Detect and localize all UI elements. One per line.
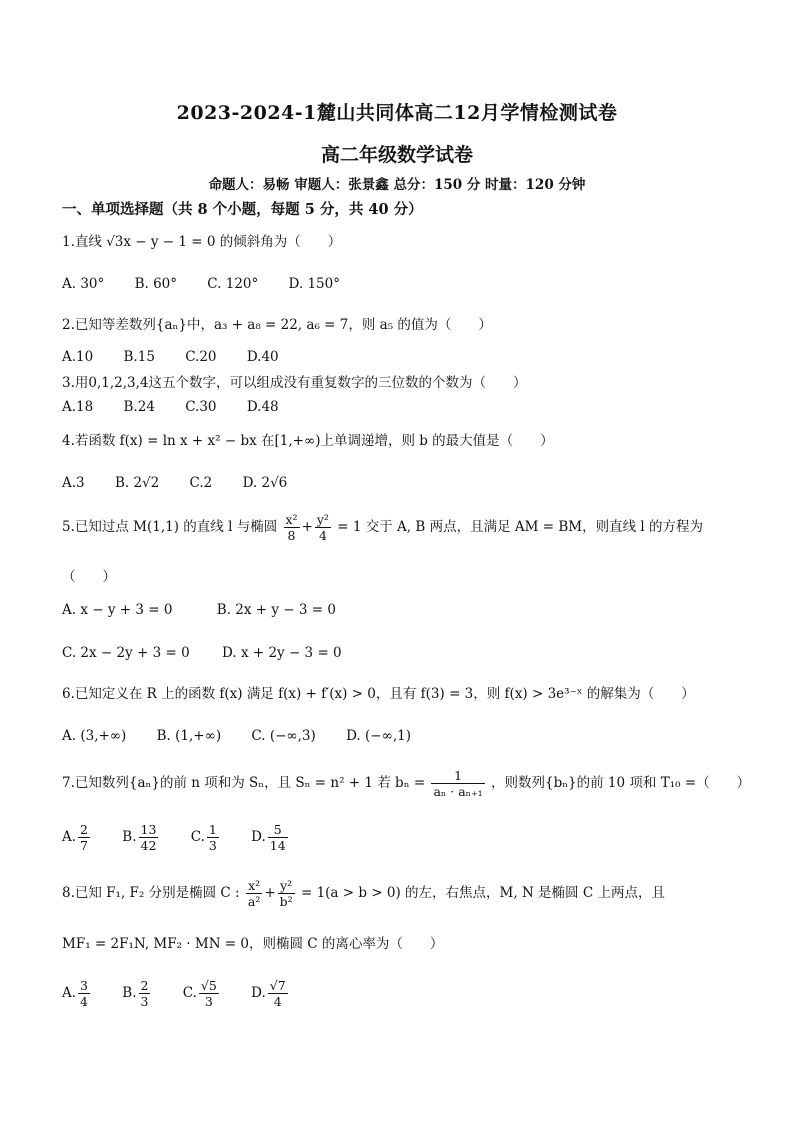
q7-option-a-den: 7 bbox=[80, 838, 88, 853]
q8-option-c-label: C. bbox=[182, 985, 197, 1001]
q8-options bbox=[62, 978, 316, 1009]
q7-option-a-label: A. bbox=[62, 829, 77, 845]
q8-plus: + bbox=[264, 885, 276, 901]
q8-option-c-den: 3 bbox=[204, 994, 213, 1009]
q2-option-c[interactable]: C.20 bbox=[185, 349, 217, 365]
q5-answer-paren: （ ） bbox=[62, 569, 116, 585]
q7-options bbox=[62, 822, 316, 853]
question-7 bbox=[62, 768, 750, 799]
q5-options-row2 bbox=[62, 643, 368, 663]
q8-option-c[interactable] bbox=[183, 978, 221, 1009]
q4-option-d[interactable]: D. 2√6 bbox=[242, 475, 288, 491]
q1-expr: √3x − y − 1 = 0 bbox=[106, 234, 216, 250]
q7-frac-b-den: aₙ · aₙ₊₁ bbox=[433, 784, 483, 799]
q5-frac-x-num: x² bbox=[285, 512, 298, 527]
q1-option-b[interactable]: B. 60° bbox=[134, 276, 177, 292]
q8-option-b-label: B. bbox=[122, 985, 137, 1001]
q8-option-d-frac bbox=[268, 978, 288, 1009]
q5-option-c[interactable]: C. 2x − 2y + 3 = 0 bbox=[62, 645, 190, 661]
q7-option-b-num: 13 bbox=[140, 822, 157, 837]
q8-frac-y bbox=[278, 878, 295, 909]
q7-option-b-label: B. bbox=[122, 829, 137, 845]
q8-line2: MF₁ = 2F₁N, MF₂ · MN = 0，则椭圆 C 的离心率为（ ） bbox=[62, 936, 444, 952]
q7-pre: 7.已知数列{aₙ}的前 n 项和为 Sₙ，且 Sₙ = n² + 1 若 bₙ = bbox=[62, 775, 426, 791]
q4-option-b[interactable]: B. 2√2 bbox=[114, 475, 160, 491]
q7-option-a-num: 2 bbox=[80, 822, 88, 837]
q7-option-c-den: 3 bbox=[208, 838, 217, 853]
section-title: 一、单项选择题（共 8 个小题，每题 5 分，共 40 分） bbox=[62, 201, 423, 218]
q7-option-c-num: 1 bbox=[208, 822, 217, 837]
q8-option-b-num: 2 bbox=[140, 978, 149, 993]
q3-option-c[interactable]: C.30 bbox=[185, 399, 217, 415]
q1-option-c[interactable]: C. 120° bbox=[207, 276, 259, 292]
q8-frac-y-num: y² bbox=[278, 878, 295, 894]
q8-option-a-den: 4 bbox=[80, 994, 88, 1009]
q1-options bbox=[62, 274, 366, 294]
q7-post: ，则数列{bₙ}的前 10 项和 T₁₀ =（ ） bbox=[490, 775, 751, 791]
q8-pre: 8.已知 F₁, F₂ 分别是椭圆 C : bbox=[62, 885, 240, 901]
question-4: 4.若函数 f(x) = ln x + x² − bx 在[1,+∞)上单调递增，则 b 的最大值是（ ） bbox=[62, 433, 554, 449]
q7-option-d-den: 14 bbox=[269, 838, 286, 853]
q8-option-b-den: 3 bbox=[140, 994, 149, 1009]
q7-option-c-frac bbox=[207, 822, 219, 853]
q1-post: 的倾斜角为（ ） bbox=[219, 234, 342, 250]
q8-option-c-frac bbox=[199, 978, 219, 1009]
q5-option-b[interactable]: B. 2x + y − 3 = 0 bbox=[216, 602, 336, 618]
q6-option-d[interactable]: D. (−∞,1) bbox=[346, 728, 411, 744]
question-5 bbox=[62, 512, 703, 543]
q2-option-a[interactable]: A.10 bbox=[62, 349, 94, 365]
q5-frac-y-den: 4 bbox=[318, 528, 327, 543]
q8-option-d-den: 4 bbox=[273, 994, 282, 1009]
q8-option-d-label: D. bbox=[251, 985, 266, 1001]
q8-frac-x-den: a² bbox=[247, 894, 261, 909]
q7-option-d[interactable] bbox=[251, 822, 290, 853]
q8-frac-x-num: x² bbox=[246, 878, 262, 894]
q1-option-a[interactable]: A. 30° bbox=[62, 276, 105, 292]
q7-option-d-num: 5 bbox=[268, 822, 288, 838]
q5-pre: 5.已知过点 M(1,1) 的直线 l 与椭圆 bbox=[62, 519, 278, 535]
q8-option-d[interactable] bbox=[251, 978, 290, 1009]
q7-option-a-frac bbox=[78, 822, 90, 853]
q8-option-a[interactable] bbox=[62, 978, 92, 1009]
q7-option-d-label: D. bbox=[251, 829, 266, 845]
q2-options bbox=[62, 347, 305, 367]
q5-options-row1 bbox=[62, 600, 362, 620]
exam-meta: 命题人：易畅 审题人：张景鑫 总分：150 分 时量：120 分钟 bbox=[208, 177, 586, 193]
q7-option-b-frac bbox=[139, 822, 159, 853]
q7-option-c[interactable] bbox=[191, 822, 221, 853]
q4-option-a[interactable]: A.3 bbox=[62, 475, 85, 491]
q5-post: = 1 交于 A, B 两点，且满足 AM = BM，则直线 l 的方程为 bbox=[337, 519, 703, 535]
q5-option-a[interactable]: A. x − y + 3 = 0 bbox=[62, 602, 173, 618]
question-6: 6.已知定义在 R 上的函数 f(x) 满足 f(x) + f′(x) > 0，且有 f(3) = 3，则 f(x) > 3e³⁻ˣ 的解集为（ ） bbox=[62, 686, 695, 702]
q8-post: = 1(a > b > 0) 的左，右焦点，M, N 是椭圆 C 上两点，且 bbox=[300, 885, 665, 901]
q7-option-b[interactable] bbox=[122, 822, 160, 853]
page-title: 2023-2024-1麓山共同体高二12月学情检测试卷 bbox=[176, 102, 618, 124]
q6-option-b[interactable]: B. (1,+∞) bbox=[156, 728, 222, 744]
question-3: 3.用0,1,2,3,4这五个数字，可以组成没有重复数字的三位数的个数为（ ） bbox=[62, 375, 527, 391]
q5-frac-y bbox=[315, 512, 331, 543]
q3-option-a[interactable]: A.18 bbox=[62, 399, 94, 415]
q3-options bbox=[62, 397, 305, 417]
q2-option-b[interactable]: B.15 bbox=[123, 349, 155, 365]
question-1 bbox=[62, 232, 341, 252]
q5-frac-x-den: 8 bbox=[287, 528, 296, 543]
q8-frac-y-den: b² bbox=[279, 894, 293, 909]
q5-option-d[interactable]: D. x + 2y − 3 = 0 bbox=[222, 645, 342, 661]
q7-option-d-frac bbox=[268, 822, 288, 853]
q8-option-a-frac bbox=[78, 978, 90, 1009]
q7-option-a[interactable] bbox=[62, 822, 92, 853]
q3-option-d[interactable]: D.48 bbox=[246, 399, 279, 415]
q7-frac-b bbox=[431, 768, 484, 799]
q5-frac-x bbox=[284, 512, 300, 543]
q8-option-b[interactable] bbox=[122, 978, 152, 1009]
q7-option-c-label: C. bbox=[190, 829, 205, 845]
q4-options bbox=[62, 473, 313, 493]
q3-option-b[interactable]: B.24 bbox=[123, 399, 155, 415]
q8-frac-x bbox=[246, 878, 262, 909]
q6-options bbox=[62, 726, 437, 746]
q7-option-b-den: 42 bbox=[140, 838, 157, 853]
q1-pre: 1.直线 bbox=[62, 234, 102, 250]
q2-option-d[interactable]: D.40 bbox=[246, 349, 279, 365]
q6-option-a[interactable]: A. (3,+∞) bbox=[62, 728, 127, 744]
q8-option-b-frac bbox=[139, 978, 151, 1009]
q5-plus: + bbox=[301, 519, 313, 535]
q8-option-c-num: √5 bbox=[200, 978, 217, 993]
q6-option-c[interactable]: C. (−∞,3) bbox=[251, 728, 316, 744]
q7-frac-b-num: 1 bbox=[431, 768, 484, 784]
q5-frac-y-num: y² bbox=[316, 512, 329, 527]
q1-option-d[interactable]: D. 150° bbox=[288, 276, 340, 292]
page-subtitle: 高二年级数学试卷 bbox=[320, 144, 473, 166]
q8-option-a-label: A. bbox=[62, 985, 77, 1001]
q8-option-a-num: 3 bbox=[80, 978, 88, 993]
q8-option-d-num: √7 bbox=[269, 978, 286, 993]
question-8 bbox=[62, 878, 665, 909]
question-2: 2.已知等差数列{aₙ}中，a₃ + a₈ = 22, a₆ = 7，则 a₅ 的值为（ ） bbox=[62, 317, 492, 333]
q4-option-c[interactable]: C.2 bbox=[189, 475, 213, 491]
